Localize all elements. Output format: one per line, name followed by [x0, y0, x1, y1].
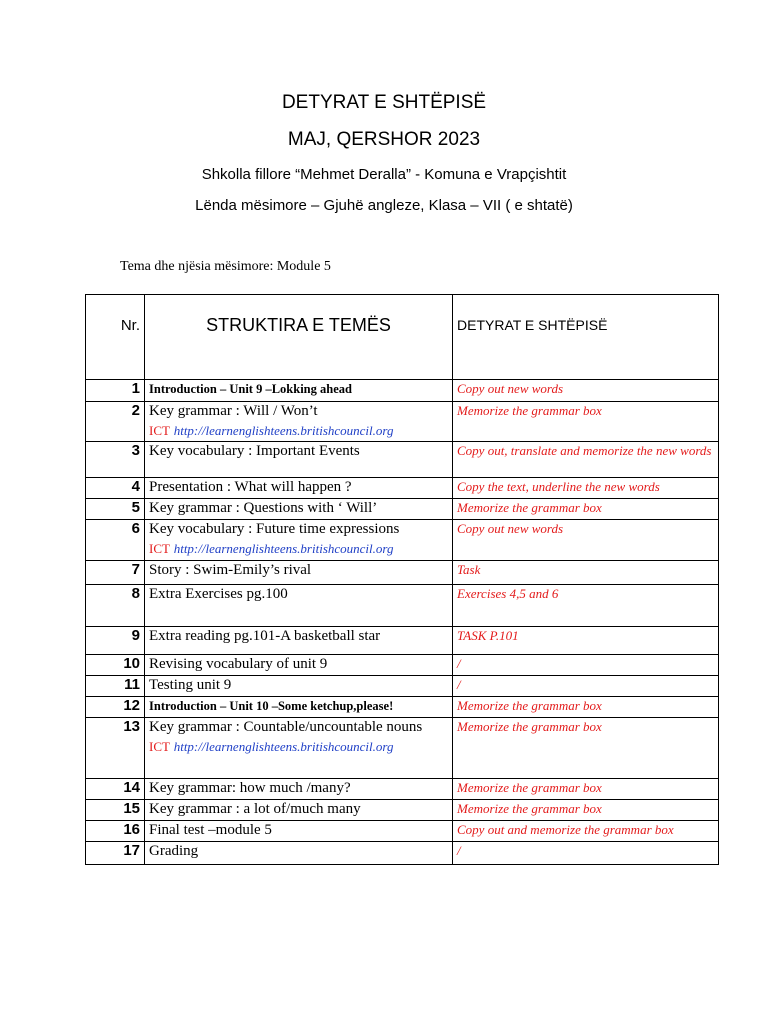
ict-link[interactable]: http://learnenglishteens.britishcouncil.org: [173, 739, 394, 754]
table-row: [86, 842, 719, 865]
row-homework: Copy out and memorize the grammar box: [453, 821, 719, 842]
ict-label: ICT: [149, 423, 170, 438]
header-structure: STRUKTIRA E TEMËS: [145, 295, 453, 380]
row-number: 8: [86, 585, 145, 627]
row-topic-cell: [145, 718, 453, 779]
row-homework: Memorize the grammar box: [453, 718, 719, 779]
row-topic: Key grammar: how much /many?: [145, 779, 453, 800]
row-number: 5: [86, 499, 145, 520]
table-row: [86, 585, 719, 627]
table-row: [86, 718, 719, 779]
ict-label: ICT: [149, 541, 170, 556]
header-nr: Nr.: [86, 295, 145, 380]
table-row: [86, 697, 719, 718]
row-homework: Copy out, translate and memorize the new words: [453, 442, 719, 478]
row-homework: /: [453, 676, 719, 697]
row-number: 9: [86, 627, 145, 655]
row-homework: Copy out new words: [453, 520, 719, 561]
row-number: 11: [86, 676, 145, 697]
row-number: 16: [86, 821, 145, 842]
row-number: 15: [86, 800, 145, 821]
row-topic: Key vocabulary : Important Events: [145, 442, 453, 478]
row-homework: Exercises 4,5 and 6: [453, 585, 719, 627]
row-topic: Key grammar : a lot of/much many: [145, 800, 453, 821]
document-title: DETYRAT E SHTËPISË: [281, 92, 487, 113]
ict-link[interactable]: http://learnenglishteens.britishcouncil.org: [173, 423, 394, 438]
row-topic: Testing unit 9: [145, 676, 453, 697]
table-row: [86, 627, 719, 655]
row-topic: Extra Exercises pg.100: [145, 585, 453, 627]
document-period: MAJ, QERSHOR 2023: [287, 129, 481, 150]
table-row: [86, 800, 719, 821]
subject-line: Lënda mësimore – Gjuhë angleze, Klasa – VII ( e shtatë): [195, 197, 573, 214]
table-header-row: [86, 295, 719, 380]
row-homework: Memorize the grammar box: [453, 800, 719, 821]
school-name: Shkolla fillore “Mehmet Deralla” - Komuna e Vrapçishtit: [201, 166, 567, 183]
table-row: [86, 380, 719, 402]
row-topic: Key grammar : Questions with ‘ Will’: [145, 499, 453, 520]
ict-label: ICT: [149, 739, 170, 754]
row-homework: /: [453, 655, 719, 676]
header-homework: DETYRAT E SHTËPISË: [453, 295, 719, 380]
homework-table: [85, 294, 719, 865]
row-topic: Story : Swim-Emily’s rival: [145, 561, 453, 585]
row-topic: Extra reading pg.101-A basketball star: [145, 627, 453, 655]
row-homework: Memorize the grammar box: [453, 402, 719, 442]
table-row: [86, 499, 719, 520]
ict-link[interactable]: http://learnenglishteens.britishcouncil.org: [173, 541, 394, 556]
row-topic-cell: [145, 402, 453, 442]
row-number: 4: [86, 478, 145, 499]
table-row: [86, 779, 719, 800]
table-row: [86, 821, 719, 842]
row-homework: Task: [453, 561, 719, 585]
row-topic: Key grammar : Countable/uncountable nouns: [149, 719, 423, 735]
module-topic: Tema dhe njësia mësimore: Module 5: [120, 259, 331, 274]
table-row: [86, 520, 719, 561]
row-number: 14: [86, 779, 145, 800]
table-row: [86, 676, 719, 697]
row-homework: Memorize the grammar box: [453, 779, 719, 800]
row-topic: Final test –module 5: [145, 821, 453, 842]
row-homework: Copy out new words: [453, 380, 719, 402]
row-number: 17: [86, 842, 145, 865]
row-topic: Introduction – Unit 9 –Lokking ahead: [145, 380, 453, 402]
row-topic: Key grammar : Will / Won’t: [149, 403, 318, 419]
row-topic: Introduction – Unit 10 –Some ketchup,please!: [145, 697, 453, 718]
table-row: [86, 442, 719, 478]
row-topic: Presentation : What will happen ?: [145, 478, 453, 499]
row-number: 6: [86, 520, 145, 561]
table-row: [86, 402, 719, 442]
table-row: [86, 478, 719, 499]
row-homework: Memorize the grammar box: [453, 499, 719, 520]
row-homework: TASK P.101: [453, 627, 719, 655]
table-row: [86, 655, 719, 676]
row-number: 7: [86, 561, 145, 585]
row-homework: Copy the text, underline the new words: [453, 478, 719, 499]
row-number: 3: [86, 442, 145, 478]
row-number: 1: [86, 380, 145, 402]
row-homework: /: [453, 842, 719, 865]
row-topic: Revising vocabulary of unit 9: [145, 655, 453, 676]
row-number: 13: [86, 718, 145, 779]
row-number: 2: [86, 402, 145, 442]
table-row: [86, 561, 719, 585]
row-number: 10: [86, 655, 145, 676]
row-homework: Memorize the grammar box: [453, 697, 719, 718]
row-number: 12: [86, 697, 145, 718]
row-topic-cell: [145, 520, 453, 561]
row-topic: Key vocabulary : Future time expressions: [149, 521, 400, 537]
row-topic: Grading: [145, 842, 453, 865]
